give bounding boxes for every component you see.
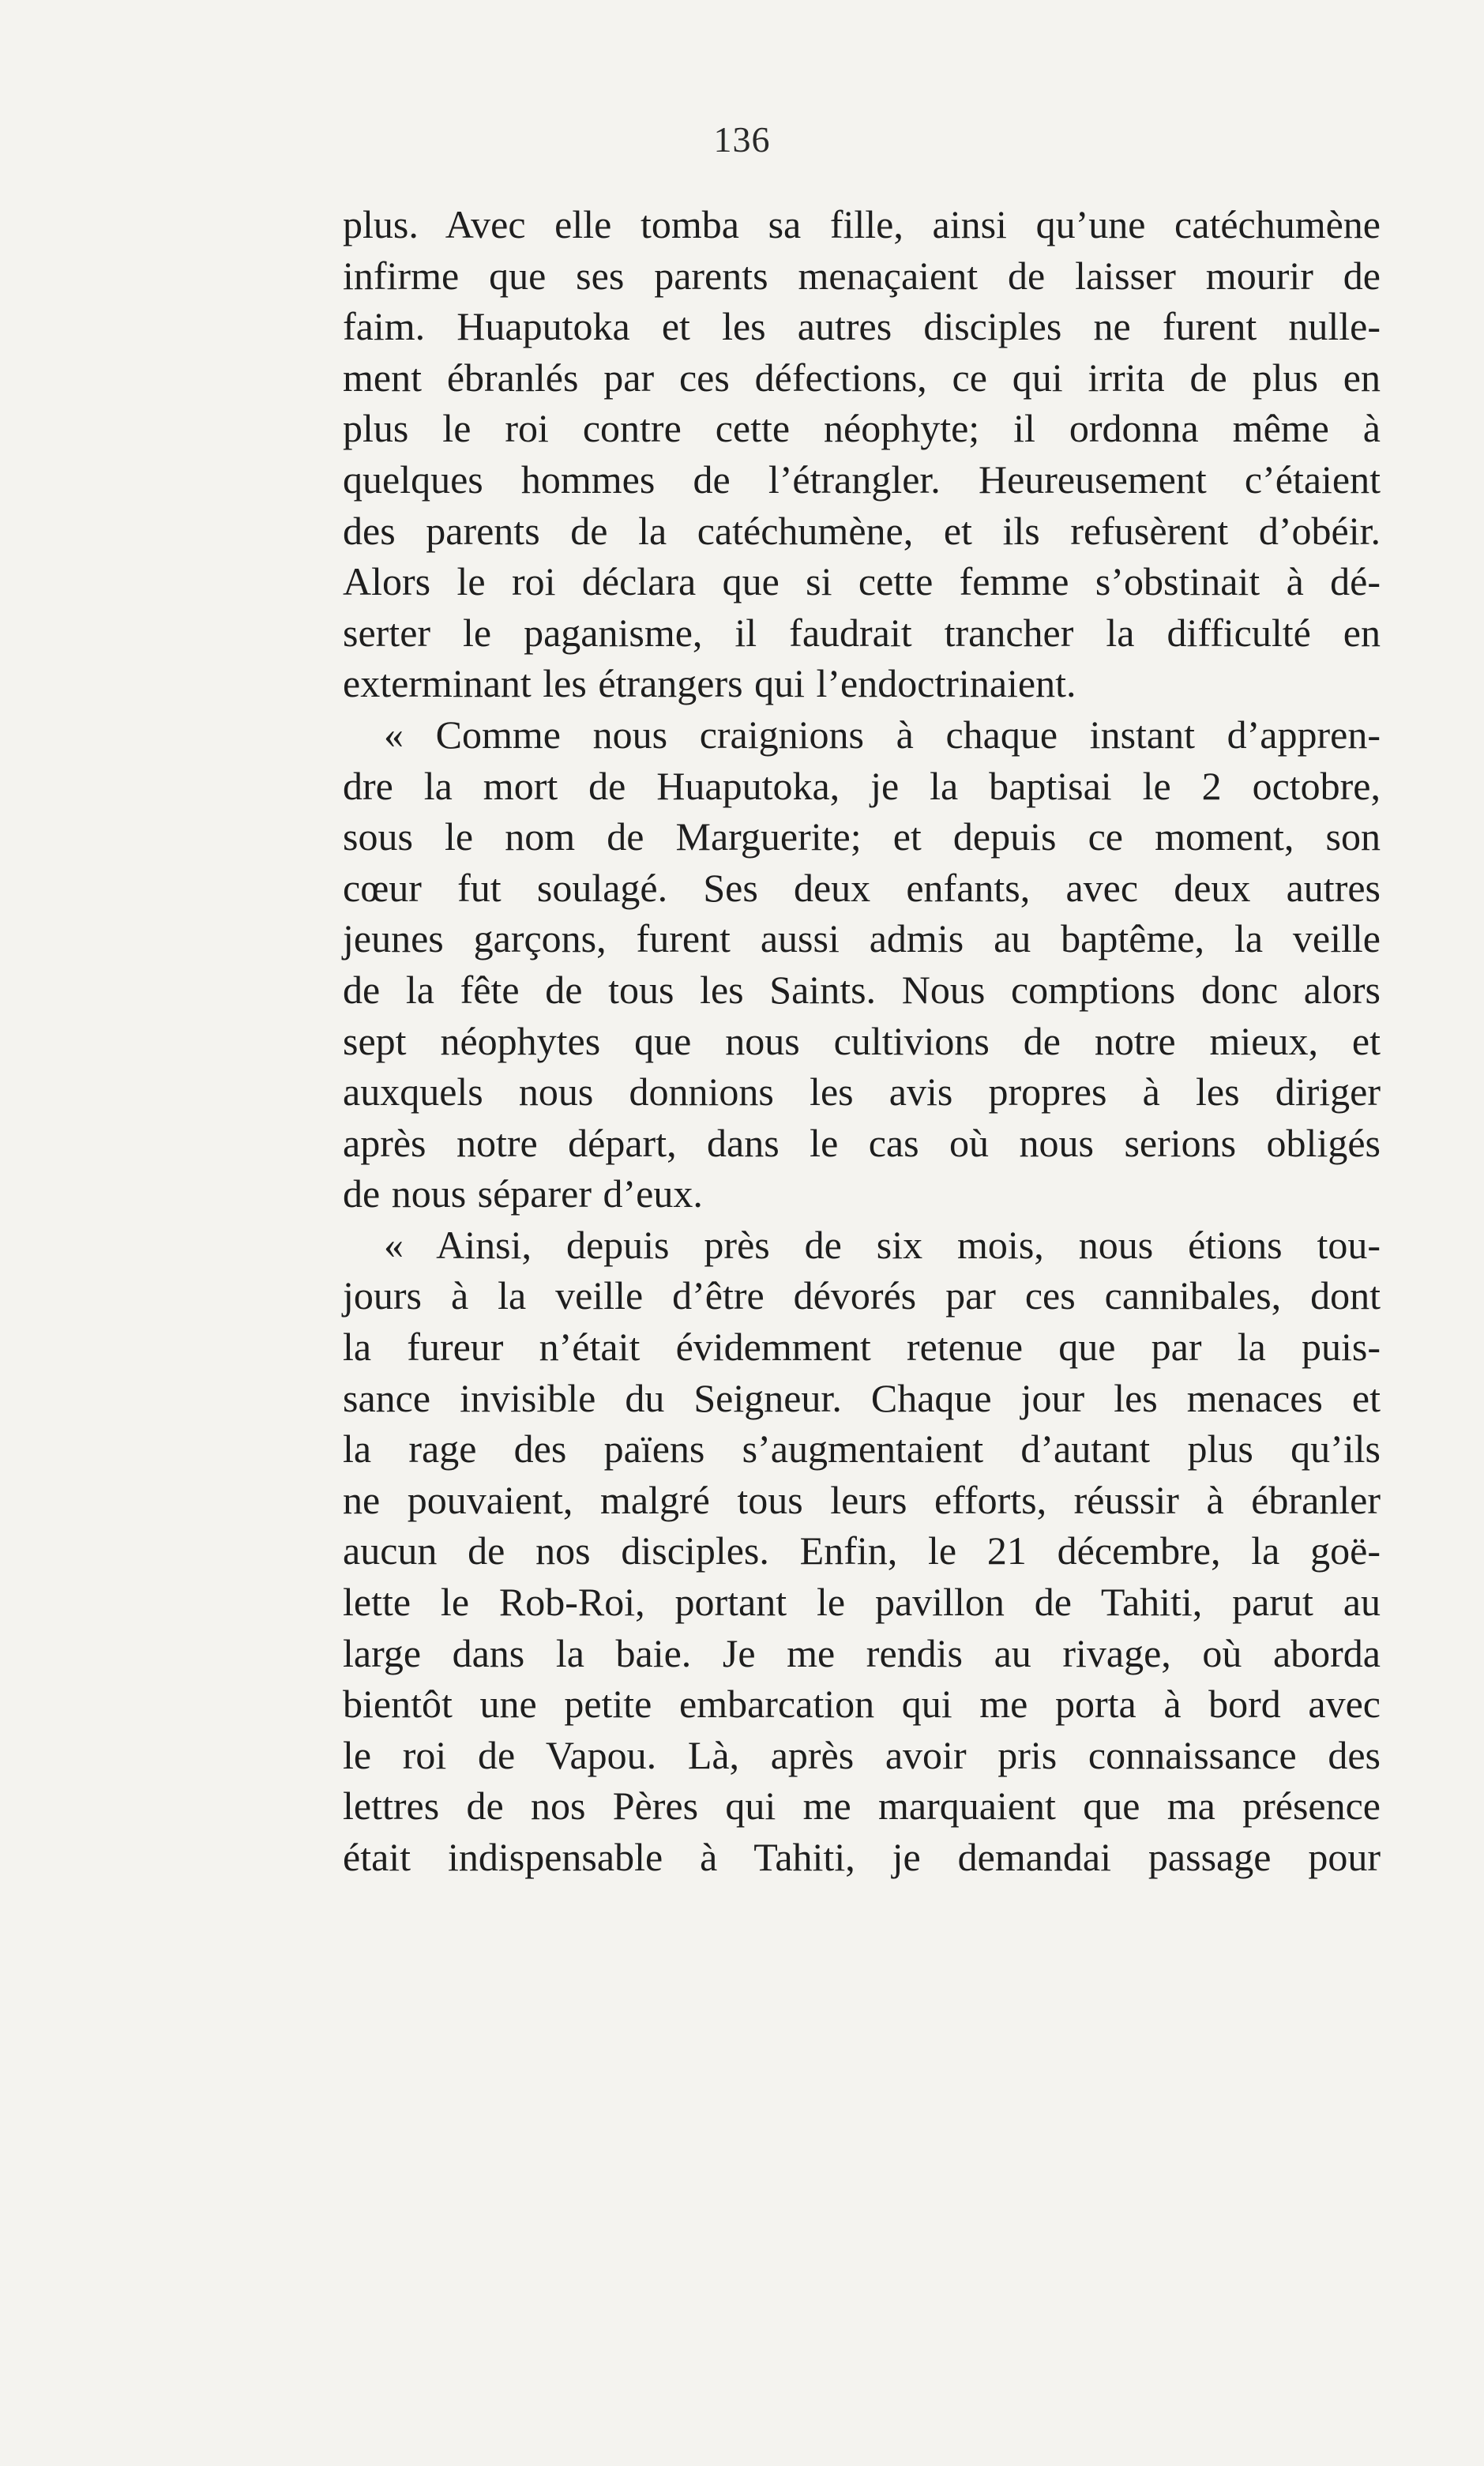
text-line: jours à la veille d’être dévorés par ces cannibales, dont <box>343 1273 1381 1318</box>
text-line: faim. Huaputoka et les autres disciples ne furent nulle- <box>343 304 1381 349</box>
text-line: exterminant les étrangers qui l’endoctrinaient. <box>343 661 1076 706</box>
text-line: sous le nom de Marguerite; et depuis ce moment, son <box>343 814 1381 859</box>
text-line: serter le paganisme, il faudrait trancher la difficulté en <box>343 610 1381 655</box>
text-line: ne pouvaient, malgré tous leurs efforts, réussir à ébranler <box>343 1477 1381 1522</box>
paragraph-3 <box>343 1220 1381 1883</box>
text-line: de nous séparer d’eux. <box>343 1171 703 1216</box>
text-line: « Ainsi, depuis près de six mois, nous étions tou- <box>384 1222 1381 1267</box>
text-line: aucun de nos disciples. Enfin, le 21 décembre, la goë- <box>343 1528 1381 1573</box>
text-line: sance invisible du Seigneur. Chaque jour les menaces et <box>343 1375 1381 1420</box>
text-line: de la fête de tous les Saints. Nous comptions donc alors <box>343 967 1381 1012</box>
text-line: sept néophytes que nous cultivions de notre mieux, et <box>343 1018 1381 1063</box>
text-line: Alors le roi déclara que si cette femme s’obstinait à dé- <box>343 559 1381 604</box>
text-line: cœur fut soulagé. Ses deux enfants, avec deux autres <box>343 865 1381 910</box>
body-text <box>343 199 1381 1883</box>
text-line: des parents de la catéchumène, et ils refusèrent d’obéir. <box>343 508 1381 553</box>
text-line: était indispensable à Tahiti, je demandai passage pour <box>343 1835 1381 1879</box>
text-line: le roi de Vapou. Là, après avoir pris connaissance des <box>343 1732 1381 1777</box>
text-line: lettres de nos Pères qui me marquaient que ma présence <box>343 1784 1381 1829</box>
page-number: 136 <box>713 119 771 160</box>
paragraph-2 <box>343 709 1381 1220</box>
text-line: « Comme nous craignions à chaque instant d’appren- <box>384 712 1381 757</box>
text-line: bientôt une petite embarcation qui me porta à bord avec <box>343 1682 1381 1727</box>
text-line: auxquels nous donnions les avis propres à les diriger <box>343 1069 1381 1115</box>
text-line: large dans la baie. Je me rendis au rivage, où aborda <box>343 1630 1381 1675</box>
text-line: la fureur n’était évidemment retenue que par la puis- <box>343 1325 1381 1370</box>
text-line: la rage des païens s’augmentaient d’autant plus qu’ils <box>343 1427 1381 1472</box>
text-line: ment ébranlés par ces défections, ce qui irrita de plus en <box>343 355 1381 400</box>
text-line: infirme que ses parents menaçaient de laisser mourir de <box>343 253 1381 298</box>
text-line: lette le Rob-Roi, portant le pavillon de Tahiti, parut au <box>343 1580 1381 1625</box>
text-line: dre la mort de Huaputoka, je la baptisai le 2 octobre, <box>343 763 1381 808</box>
text-line: quelques hommes de l’étrangler. Heureusement c’étaient <box>343 457 1381 502</box>
paragraph-1 <box>343 199 1381 709</box>
text-line: après notre départ, dans le cas où nous serions obligés <box>343 1120 1381 1165</box>
text-line: plus le roi contre cette néophyte; il ordonna même à <box>343 406 1381 451</box>
text-line: plus. Avec elle tomba sa fille, ainsi qu’une catéchumène <box>343 202 1381 246</box>
text-line: jeunes garçons, furent aussi admis au baptême, la veille <box>343 916 1381 961</box>
